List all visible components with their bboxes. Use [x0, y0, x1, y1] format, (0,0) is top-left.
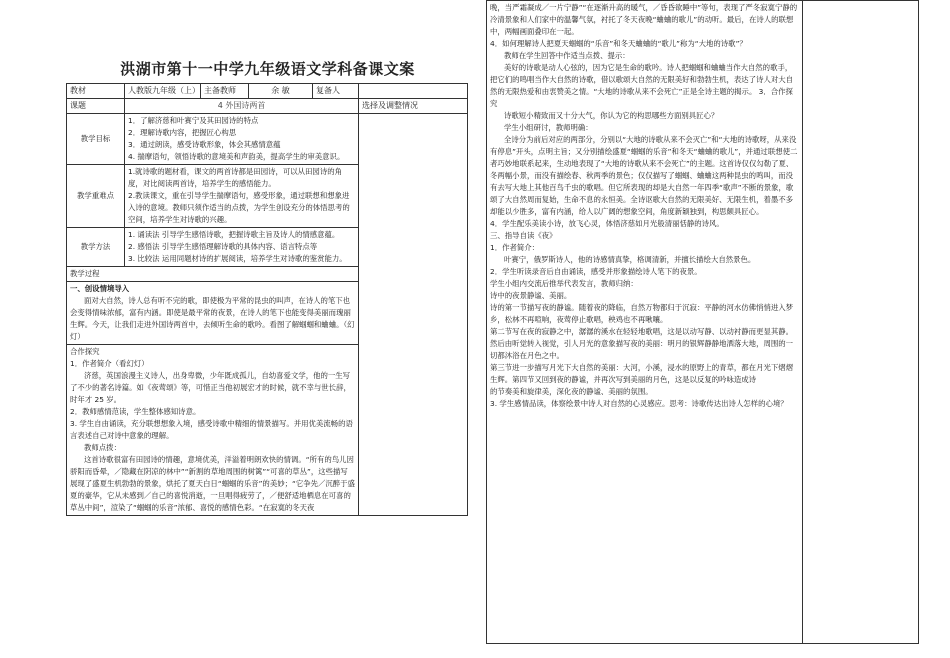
section-heading: 一、创设情境导入 [70, 284, 130, 293]
objective-item: 4. 揣摩语句，领悟诗歌的意境美和声韵美，提高学生的审美意识。 [128, 152, 345, 161]
section-heading: 合作探究 [70, 347, 100, 356]
text-line: 第二节写在夜的寂静之中，潺潺的溪水在轻轻地歌唱，这是以动写静、以动衬静而更显其静。然后由听觉转入视觉，引人月光的意象描写夜的美丽：明月的银辉静静地洒落大地，周围的一切都沐浴在月色之中。 [490, 327, 794, 360]
method-item: 2. 感悟法 引导学生感悟理解诗歌的具体内容、语言特点等 [128, 242, 318, 251]
objectives-row [67, 114, 468, 165]
intro-content [67, 282, 359, 345]
continuation-content [487, 1, 803, 644]
focus-label: 教学重难点 [67, 165, 125, 228]
text-line: 1．作者简介（看幻灯） [70, 359, 149, 368]
topic-value: 4 外国诗两首 [125, 99, 359, 114]
text-line: 学生小组内交流后推举代表发言，教师归纳： [490, 279, 638, 288]
adjust-label: 选择及调整情况 [359, 99, 468, 114]
text-line: 教师点拨： [84, 443, 121, 452]
text-line: 3. 学生自由诵读，充分联想想象入境，感受诗歌中精细的情景描写。并用优美流畅的语言表述自己对诗中意象的理解。 [70, 419, 353, 440]
method-item: 1. 诵读法 引导学生感悟诗歌，把握诗歌主旨及诗人的情感意蕴。 [128, 230, 340, 239]
teacher-value: 余 敏 [249, 84, 313, 99]
method-item: 3. 比较法 运用同题材诗的扩展阅读，培养学生对诗歌的鉴赏能力。 [128, 254, 347, 263]
lesson-plan-table [66, 83, 468, 516]
text-line: 诗歌短小精致而又十分大气，你认为它的构思哪些方面别具匠心？ [504, 111, 719, 120]
topic-label: 课题 [67, 99, 125, 114]
objectives-content [125, 114, 359, 165]
text-line: 学生小组研讨，教师明确： [504, 123, 593, 132]
text-line: 教师在学生回答中作适当点拨、提示： [504, 51, 630, 60]
text-line: 叶赛宁，俄罗斯诗人，他的诗感情真挚，格调清新，并擅长描绘大自然景色。 [504, 255, 756, 264]
text-line: 晚，当严霜凝成／一片宁静”“在逐渐升高的暖气，／昏昏欲睡中”等句，表现了严冬寂寞宁静的冷清景象和人们家中的温馨气氛，衬托了冬天夜晚“蛐蛐的歌儿”的动听。最后，在诗人的联想中，两幅画面叠印在一起。 [490, 3, 798, 36]
continuation-row [487, 1, 919, 644]
text-line: 三、指导自读《夜》 [490, 231, 557, 240]
text-line: 4．如何理解诗人把夏天蝈蝈的“乐音”和冬天蛐蛐的“歌儿”称为“大地的诗歌”？ [490, 39, 747, 48]
teacher-label: 主备教师 [201, 84, 249, 99]
text-line: 美好的诗歌是动人心弦的，因为它是生命的歌吟。诗人把蝈蝈和蛐蛐当作大自然的歌手，把它们的鸣唱当作大自然的诗歌，借以歌颂大自然的无限美好和勃勃生机，表达了诗人对大自然的无限热爱和由衷赞美之情。“大地的诗歌从来不会死亡”正是全诗主题的揭示。 3．合作探究 [490, 63, 794, 108]
objective-item: 2．理解诗歌内容，把握匠心构思 [128, 128, 237, 137]
text-line: 济慈，英国浪漫主义诗人，出身卑微，少年既成孤儿，自幼喜爱文学，他的一生写了不少的著名诗篇。如《夜莺颂》等，可惜正当他初展宏才的时候，就不幸与世长辞，时年才 25 岁。 [70, 371, 351, 404]
adjust-column [359, 114, 468, 516]
right-page [475, 0, 950, 658]
focus-content [125, 165, 359, 228]
subject-value: 人教版九年级（上） [125, 84, 201, 99]
text-line: 3. 学生感情品读，体察绘景中诗人对自然的心灵感应。思考：诗歌传达出诗人怎样的心境？ [490, 399, 788, 408]
text-line: 的节奏美和旋律美，深化夜的静谧、美丽的氛围。 [490, 387, 653, 396]
preparer-label: 复备人 [313, 84, 359, 99]
text-line: 2．教师感情范读，学生整体感知诗意。 [70, 407, 201, 416]
text-line: 诗中的夜景静谧、美丽。 [490, 291, 572, 300]
text-line: 诗的第一节描写夜的静谧。随着夜的降临，自然万物都归于沉寂：平静的河水仿佛悄悄进入梦乡，松林不再喧响，夜莺停止歌唱，秧鸡也不再啾嚷。 [490, 303, 794, 324]
objective-item: 1．了解济慈和叶赛宁及其田园诗的特点 [128, 116, 259, 125]
methods-label: 教学方法 [67, 228, 125, 267]
subject-label: 教材 [67, 84, 125, 99]
preparer-value [359, 84, 468, 99]
process-label: 教学过程 [67, 267, 359, 282]
page-title: 洪湖市第十一中学九年级语文学科备课文案 [120, 60, 415, 78]
text-line: 全诗分为前后对应的两部分，分别以“大地的诗歌从来不会灭亡”和“大地的诗歌呀，从来没有停息”开头，点明主旨；又分别描绘盛夏“蝈蝈的乐音”和冬天“蛐蛐的歌儿”，并通过联想使二者巧妙地联系起来，生动地表现了“大地的诗歌从来不会死亡”的主题。这首诗仅仅勾勒了夏、冬两幅小景，而没有描绘春、秋两季的景色；仅仅描写了蝈蝈、蛐蛐这两种昆虫的鸣叫，而没有去写大地上其他百鸟千虫的歌唱。但它所表现的却是大自然一年四季“歌声”不断的景象，歌颂了大自然周而复始，生命不息的永恒美。全诗讴歌大自然的无限美好、无限生机，着墨不多却能以少胜多，富有内涵，给人以广阔的想象空间，角度新颖独到，构思颇具匠心。 [490, 135, 798, 216]
focus-item: 1.就诗歌的题材看，课文的两首诗都是田园诗，可以从田园诗的角度，对比阅读两首诗，培养学生的感悟能力。 [128, 167, 342, 188]
text-line: 4．学生配乐美读小诗，放飞心灵，体悟济慈如月光般清丽恬静的诗风。 [490, 219, 724, 228]
header-row [67, 84, 468, 99]
focus-item: 2.教读课文，重在引导学生揣摩语句，感受形象，通过联想和想象进入诗的意境。教师只须作适当的点拨，为学生创设充分的体悟思考的空间，培养学生对诗歌的兴趣。 [128, 191, 350, 224]
explore-content [67, 345, 359, 516]
methods-content [125, 228, 359, 267]
text-line: 这首诗歌很富有田园诗的情趣，意境优美，洋溢着明朗欢快的情调。“所有的鸟儿因骄阳而昏晕，／隐藏在阴凉的林中”“新割的草地周围的树篱”“可喜的草丛”，这些描写展现了盛夏生机勃勃的景象，烘托了夏天白日“蝈蝈的乐音”的美妙；“它争先／沉醉于盛夏的豪华，它从未感到／自己的喜悦消逝，一旦唱得疲劳了，／便舒适地栖息在可喜的草丛中间”，渲染了“蝈蝈的乐音”浓郁、喜悦的感情色彩。“在寂寞的冬天夜 [70, 455, 355, 512]
adjust-column [803, 1, 919, 644]
section-paragraph: 面对大自然，诗人总有听不完的歌，即使极为平常的昆虫的叫声，在诗人的笔下也会变得情味浓郁，富有内涵。即使是最平常的夜景，在诗人的笔下也能变得美丽而瑰丽生辉。今天，让我们走进外国诗两首中，去倾听生命的歌吟。看图了解蝈蝈和蛐蛐。（幻灯） [70, 296, 355, 341]
objectives-label: 教学目标 [67, 114, 125, 165]
text-line: 2．学生听读录音后自由诵读，感受并形象描绘诗人笔下的夜景。 [490, 267, 702, 276]
continuation-table [486, 0, 919, 644]
text-line: 1．作者简介： [490, 243, 540, 252]
topic-row [67, 99, 468, 114]
objective-item: 3．通过朗读，感受诗歌形象，体会其感情意蕴 [128, 140, 281, 149]
text-line: 第三节进一步描写月光下大自然的美丽：大河，小溪，浸水的原野上的青草，都在月光下熠熠生辉。第四节又回到夜的静谧，并再次写到美丽的月色，这是以反复的吟咏造成诗 [490, 363, 794, 384]
